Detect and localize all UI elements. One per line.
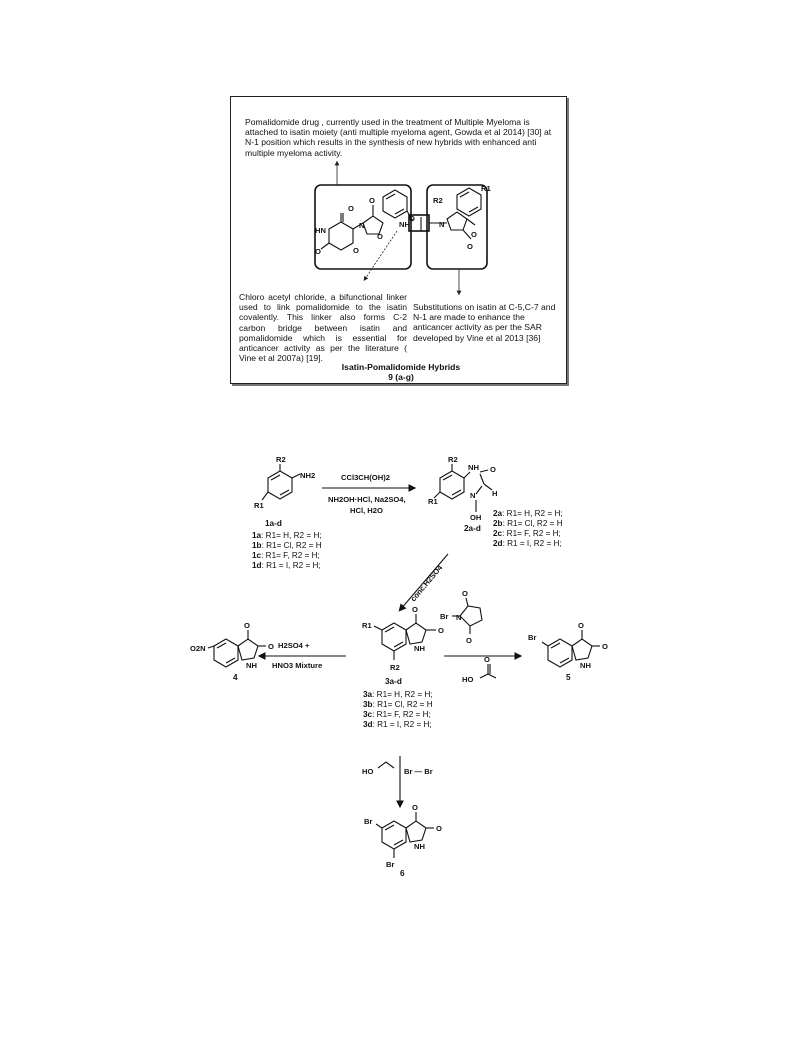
atom-n-2: N [439,220,445,229]
atom-n-1: N [359,221,365,230]
c2-o: O [490,465,496,474]
c3-nh: NH [414,644,425,653]
list-item: 1a: R1= H, R2 = H; [252,531,322,540]
list-item: 1b: R1= Cl, R2 = H [252,541,322,550]
list-item: 2d: R1 = I, R2 = H; [493,539,562,548]
list-item: 3b: R1= Cl, R2 = H [363,700,433,709]
reagent-4-bottom: HNO3 Mixture [272,661,323,670]
atom-nh: NH [399,220,410,229]
c5-br: Br [528,633,537,642]
list-item: 2c: R1= F, R2 = H; [493,529,561,538]
acetic-acid-ho: HO [462,675,474,684]
compound-5-label: 5 [566,673,571,682]
pomalidomide-note: Pomalidomide drug , currently used in the treatment of Multiple Myeloma is attached to isatin moiety (anti multiple myeloma agent, Gowda et al 2014) [30] at N-1 position which results in the synthesis of new hybrids with enhanced anti multiple myeloma activity. [245,117,552,158]
c2-r1: R1 [428,497,438,506]
c3-o-top: O [412,605,418,614]
c1-r1: R1 [254,501,264,510]
reagent-6-right: Br — Br [404,767,433,776]
atom-o-3: O [377,232,383,241]
list-item: 1c: R1= F, R2 = H; [252,551,320,560]
nbs-br: Br [440,612,449,621]
atom-o-8: O [467,242,473,251]
compound-6-label: 6 [400,869,405,878]
c5-o-right: O [602,642,608,651]
c4-nh: NH [246,661,257,670]
nbs-n: N [456,613,462,622]
c5-nh: NH [580,661,591,670]
reagent-2: conc.H2SO4 [408,563,445,604]
c1-r2: R2 [276,455,286,464]
reagent-1-top: CCl3CH(OH)2 [341,473,390,482]
list-item: 1d: R1 = I, R2 = H; [252,561,321,570]
c3-r2: R2 [390,663,400,672]
atom-o-7: O [471,230,477,239]
c2-oh: OH [470,513,482,522]
atom-r2: R2 [433,196,443,205]
c1-nh2: NH2 [300,471,316,480]
caption-sub: 9 (a-g) [388,372,414,382]
c6-br-top: Br [364,817,373,826]
c2-nh: NH [468,463,479,472]
acetic-acid-o: O [484,655,490,664]
list-item: 3d: R1 = I, R2 = H; [363,720,432,729]
c6-o-right: O [436,824,442,833]
caption-title: Isatin-Pomalidomide Hybrids [341,362,461,372]
atom-o-4: O [353,246,359,255]
compound-3-list [363,690,433,730]
atom-o-1: O [348,204,354,213]
atom-o-6: O [409,214,415,223]
c3-r1: R1 [362,621,372,630]
list-item: 3a: R1= H, R2 = H; [363,690,433,699]
c6-br-bottom: Br [386,860,395,869]
c6-o-top: O [412,803,418,812]
atom-o-2: O [369,196,375,205]
atom-hn: HN [315,226,326,235]
list-item: 3c: R1= F, R2 = H; [363,710,431,719]
substitutions-note: Substitutions on isatin at C-5,C-7 and N-1 are made to enhance the anticancer activity as per the SAR developed by Vine et al 2013 [36] [413,302,556,343]
c2-h: H [492,489,498,498]
list-item: 2a: R1= H, R2 = H; [493,509,563,518]
reagent-6-left: HO [362,767,374,776]
compound-4-label: 4 [233,673,238,682]
c2-r2: R2 [448,455,458,464]
c2-n: N [470,491,476,500]
atom-r1: R1 [481,184,491,193]
hybrid-design-figure [230,96,567,384]
nbs-o-bottom: O [466,636,472,645]
reagent-4-top: H2SO4 + [278,641,310,650]
c6-nh: NH [414,842,425,851]
c5-o-top: O [578,621,584,630]
compound-3-label: 3a-d [385,677,402,686]
linker-note: Chloro acetyl chloride, a bifunctional linker used to link pomalidomide to the isatin covalently. This linker also forms C-2 carbon bridge between isatin and pomalidomide which is essential for anticancer activity as per the literature ( Vine et al 2007a) [19]. [239,292,407,364]
c4-o-right: O [268,642,274,651]
reagent-1-bottom-2: HCl, H2O [350,506,383,515]
c4-o2n: O2N [190,644,206,653]
compound-2-list [493,509,563,549]
compound-2-label: 2a-d [464,524,481,533]
c3-o-right: O [438,626,444,635]
atom-o-5: O [315,247,321,256]
list-item: 2b: R1= Cl, R2 = H [493,519,563,528]
reaction-scheme-svg [0,450,793,880]
c4-o-top: O [244,621,250,630]
nbs-o-top: O [462,589,468,598]
compound-1-list [252,531,322,571]
nbs-ring [460,606,482,626]
compound-1-label: 1a-d [265,519,282,528]
reagent-1-bottom-1: NH2OH·HCl, Na2SO4, [328,495,406,504]
